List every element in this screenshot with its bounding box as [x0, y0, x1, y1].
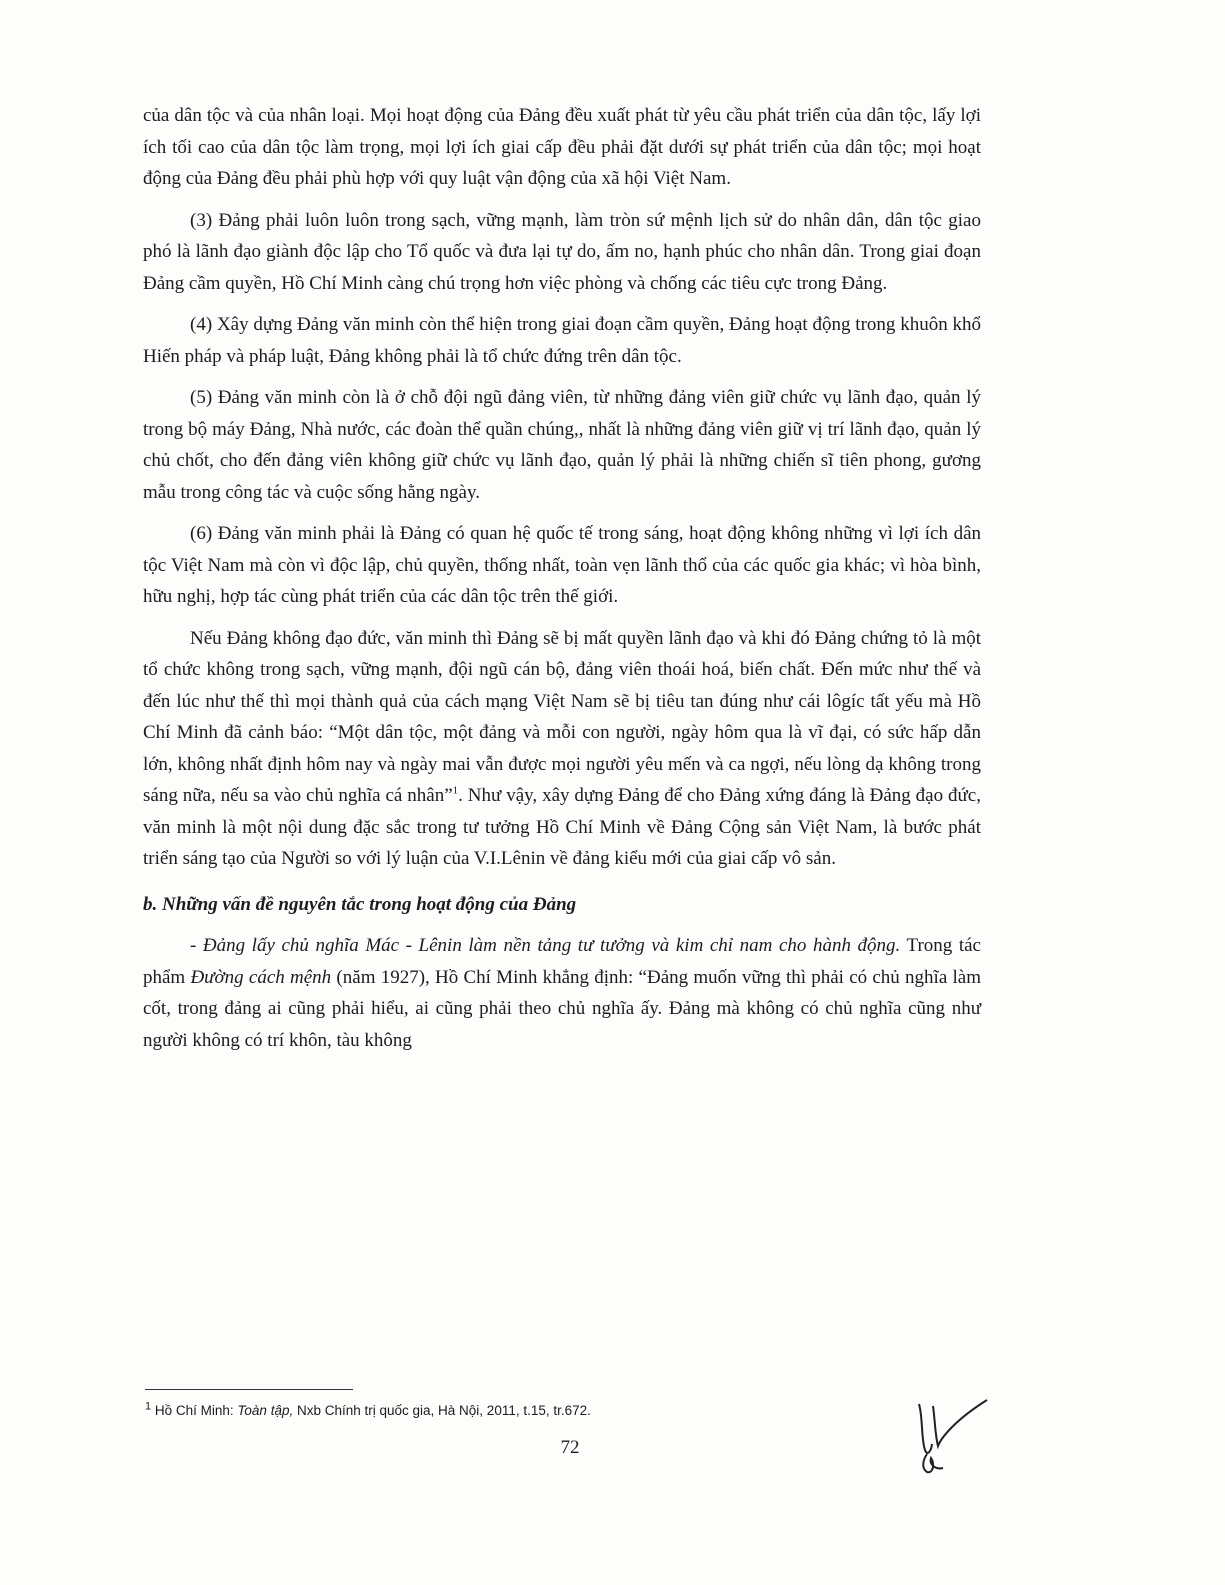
footnote-divider — [145, 1389, 353, 1390]
work-title: Đường cách mệnh — [190, 966, 332, 988]
footnote-mark: 1 — [145, 1400, 152, 1413]
paragraph-conclusion — [143, 623, 981, 875]
principle-text-a: Trong tác phẩm — [143, 935, 981, 988]
principle-lead: - Đảng lấy chủ nghĩa Mác - Lênin làm nền tảng tư tưởng và kim chỉ nam cho hành động. — [190, 935, 901, 956]
footnote-reference: 1 — [452, 784, 459, 797]
section-heading: b. Những vấn đề nguyên tắc trong hoạt động của Đảng — [143, 893, 577, 915]
paragraph-3: (3) Đảng phải luôn luôn trong sạch, vững mạnh, làm tròn sứ mệnh lịch sử do nhân dân, dân tộc giao phó là lãnh đạo giành độc lập cho Tổ quốc và đưa lại tự do, ấm no, hạnh phúc cho nhân dân. Trong giai đoạn Đảng cầm quyền, Hồ Chí Minh càng chú trọng hơn việc phòng và chống các tiêu cực trong Đảng. — [143, 209, 981, 294]
signature-icon — [905, 1398, 995, 1478]
paragraph-principle-1 — [143, 930, 981, 1056]
paragraph-4: (4) Xây dựng Đảng văn minh còn thể hiện trong giai đoạn cầm quyền, Đảng hoạt động trong khuôn khổ Hiến pháp và pháp luật, Đảng không phải là tổ chức đứng trên dân tộc. — [143, 314, 981, 367]
conclusion-text-b: . Như vậy, xây dựng Đảng để cho Đảng xứng đáng là Đảng đạo đức, văn minh là một nội dung đặc sắc trong tư tưởng Hồ Chí Minh về Đảng Cộng sản Việt Nam, là bước phát triển sáng tạo của Người so với lý luận của V.I.Lênin về đảng kiểu mới của giai cấp vô sản. — [143, 785, 981, 869]
body-text — [143, 100, 981, 1066]
footnote — [145, 1402, 905, 1420]
page-number: 72 — [560, 1437, 580, 1458]
footnote-title: Toàn tập, — [237, 1403, 294, 1418]
footnote-source: Nxb Chính trị quốc gia, Hà Nội, 2011, t.15, tr.672. — [293, 1403, 591, 1418]
paragraph-6: (6) Đảng văn minh phải là Đảng có quan hệ quốc tế trong sáng, hoạt động không những vì lợi ích dân tộc Việt Nam mà còn vì độc lập, chủ quyền, thống nhất, toàn vẹn lãnh thổ của các quốc gia khác; vì hòa bình, hữu nghị, hợp tác cùng phát triển của các dân tộc trên thế giới. — [143, 523, 981, 607]
paragraph-5: (5) Đảng văn minh còn là ở chỗ đội ngũ đảng viên, từ những đảng viên giữ chức vụ lãnh đạo, quản lý trong bộ máy Đảng, Nhà nước, các đoàn thể quần chúng,, nhất là những đảng viên giữ vị trí lãnh đạo, quản lý chủ chốt, cho đến đảng viên không giữ chức vụ lãnh đạo, quản lý phải là những chiến sĩ tiên phong, gương mẫu trong công tác và cuộc sống hằng ngày. — [143, 387, 981, 503]
principle-text-b: (năm 1927), Hồ Chí Minh khẳng định: “Đảng muốn vững thì phải có chủ nghĩa làm cốt, trong đảng ai cũng phải hiểu, ai cũng phải theo chủ nghĩa ấy. Đảng mà không có chủ nghĩa cũng như người không có trí khôn, tàu không — [143, 966, 981, 1051]
footnote-author: Hồ Chí Minh: — [151, 1403, 238, 1418]
conclusion-text-a: Nếu Đảng không đạo đức, văn minh thì Đảng sẽ bị mất quyền lãnh đạo và khi đó Đảng chứng tỏ là một tổ chức không trong sạch, vững mạnh, đội ngũ cán bộ, đảng viên thoái hoá, biến chất. Đến mức như thế và đến lúc như thế thì mọi thành quả của cách mạng Việt Nam sẽ bị tiêu tan đúng như cái lôgíc tất yếu mà Hồ Chí Minh đã cảnh báo: “Một dân tộc, một đảng và mỗi con người, ngày hôm qua là vĩ đại, có sức hấp dẫn lớn, không nhất định hôm nay và ngày mai vẫn được mọi người yêu mến và ca ngợi, nếu lòng dạ không trong sáng nữa, nếu sa vào chủ nghĩa cá nhân” — [143, 627, 981, 806]
paragraph-continuation: của dân tộc và của nhân loại. Mọi hoạt động của Đảng đều xuất phát từ yêu cầu phát triển của dân tộc, lấy lợi ích tối cao của dân tộc làm trọng, mọi lợi ích giai cấp đều phải đặt dưới sự phát triển của dân tộc; mọi hoạt động của Đảng đều phải phù hợp với quy luật vận động của xã hội Việt Nam. — [143, 105, 981, 189]
